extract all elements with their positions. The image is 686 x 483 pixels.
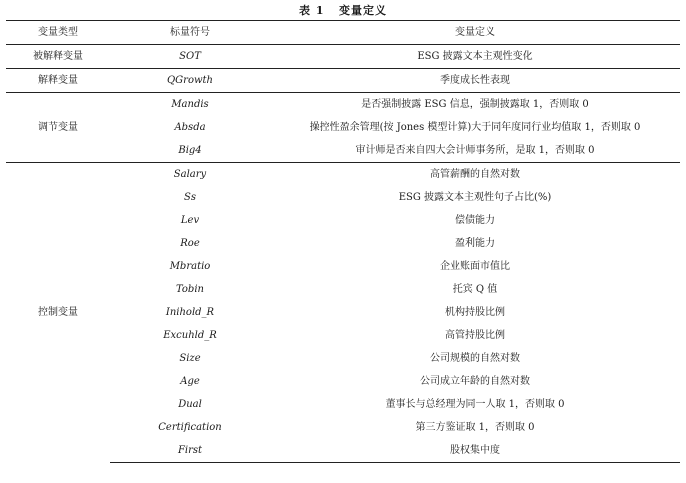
symbol-cell: Mandis	[110, 93, 270, 117]
group-control: 控制变量	[6, 163, 110, 463]
symbol-cell: Dual	[178, 398, 202, 410]
table-row	[6, 93, 680, 117]
group-moderating: 调节变量	[6, 93, 110, 163]
symbol-cell: Roe	[180, 237, 200, 249]
group-explanatory: 解释变量	[6, 69, 110, 93]
definition-cell: 高管薪酬的自然对数	[270, 163, 680, 187]
symbol-cell: Absda	[174, 121, 206, 133]
symbol-cell: Ss	[184, 191, 196, 203]
definition-cell: 是否强制披露 ESG 信息，强制披露取 1，否则取 0	[270, 93, 680, 117]
table-caption-label: 表 1	[299, 4, 325, 17]
definition-cell: 股权集中度	[270, 439, 680, 463]
definition-cell: 董事长与总经理为同一人取 1，否则取 0	[385, 398, 565, 410]
symbol-cell: Age	[180, 375, 200, 387]
definition-cell: 高管持股比例	[445, 329, 505, 341]
definition-cell: 企业账面市值比	[440, 260, 510, 272]
definition-cell: 偿债能力	[455, 214, 495, 226]
definition-cell: ESG 披露文本主观性句子占比(%)	[398, 191, 552, 203]
table-row	[6, 45, 680, 69]
symbol-cell: Size	[179, 352, 201, 364]
definition-cell: ESG 披露文本主观性变化	[417, 50, 533, 62]
header-symbol: 标量符号	[110, 21, 270, 45]
table-caption	[0, 2, 686, 18]
symbol-cell: Certification	[158, 421, 222, 433]
symbol-cell: Tobin	[176, 283, 204, 295]
group-dependent: 被解释变量	[33, 50, 83, 62]
definition-cell: 盈利能力	[455, 237, 495, 249]
symbol-cell: Big4	[178, 144, 202, 156]
symbol-cell: First	[110, 439, 270, 463]
symbol-cell: Lev	[180, 214, 200, 226]
variable-definition-table	[6, 20, 680, 463]
table-row	[6, 163, 680, 187]
header-variable-type: 变量类型	[6, 21, 110, 45]
definition-cell: 托宾 Q 值	[452, 283, 498, 295]
symbol-cell: QGrowth	[110, 69, 270, 93]
table-header-row	[6, 21, 680, 45]
symbol-cell: Inihold_R	[165, 306, 215, 318]
definition-cell: 公司规模的自然对数	[430, 352, 520, 364]
definition-cell: 机构持股比例	[445, 306, 505, 318]
definition-cell: 公司成立年龄的自然对数	[420, 375, 530, 387]
table-row	[6, 69, 680, 93]
symbol-cell: SOT	[179, 50, 201, 62]
definition-cell: 审计师是否来自四大会计师事务所，是取 1，否则取 0	[355, 144, 595, 156]
definition-cell: 第三方鉴证取 1，否则取 0	[415, 421, 535, 433]
symbol-cell: Salary	[110, 163, 270, 187]
header-definition: 变量定义	[270, 21, 680, 45]
definition-cell: 操控性盈余管理(按 Jones 模型计算)大于同年度同行业均值取 1，否则取 0	[309, 121, 641, 133]
definition-cell: 季度成长性表现	[270, 69, 680, 93]
symbol-cell: Excuhld_R	[163, 329, 217, 341]
table-caption-title: 变量定义	[338, 4, 387, 17]
symbol-cell: Mbratio	[169, 260, 211, 272]
